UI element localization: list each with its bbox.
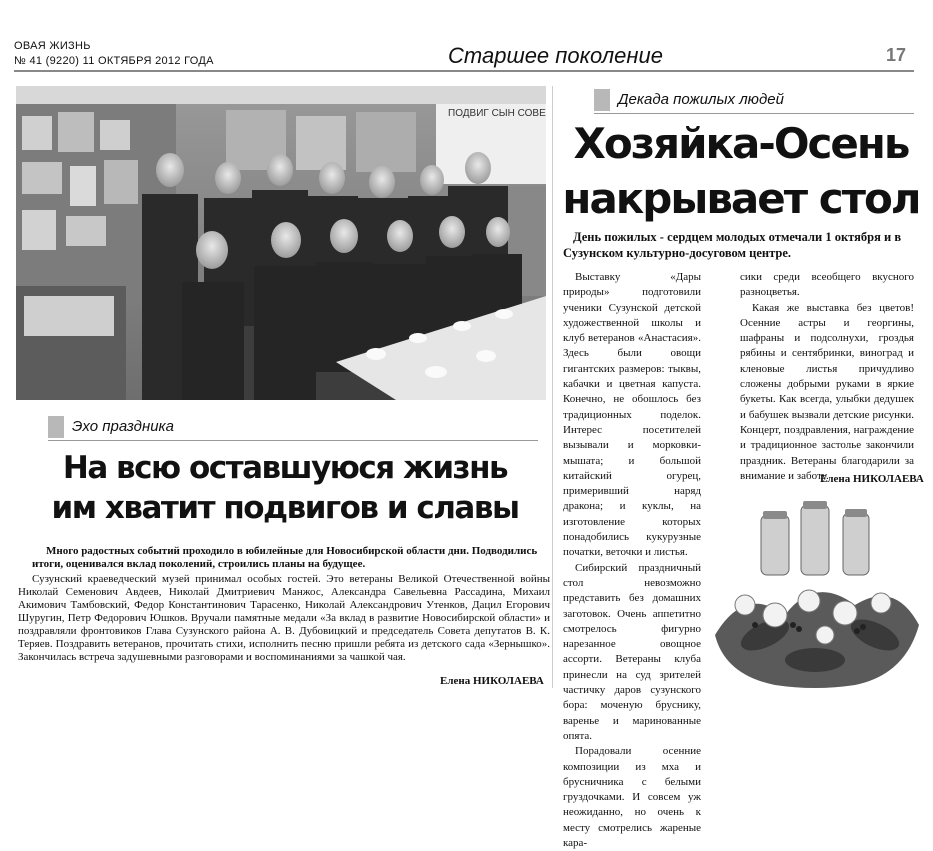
paragraph: Порадовали осенние композиции из мха и брусничника с белыми груздочками. И совсем уж неожиданно, но очень к месту смотрелись жареные кара- xyxy=(563,745,701,849)
rubric-rule xyxy=(48,440,538,441)
column-divider xyxy=(552,86,553,688)
article2-signature: Елена НИКОЛАЕВА xyxy=(820,473,924,485)
section-title: Старшее поколение xyxy=(448,43,663,68)
rubric-label: Декада пожилых людей xyxy=(618,91,784,108)
rubric-decade xyxy=(594,89,784,111)
headline-line: им хватит подвигов и славы xyxy=(51,490,519,526)
photo-banner-text: ПОДВИГ СЫН СОВЕ xyxy=(448,108,546,119)
article1-body xyxy=(18,573,550,664)
paragraph: Сузунский краеведческий музей принимал особых гостей. Это ветераны Великой Отечественной войны Николай Семенович Авдеев, Николай Дмитриевич Манжос, Александра Савельевна Рассадина, Михаил Акимович Тамбовский, Федор Константинович Тарасенко, Николай Александрович Утенков, Дацил Егорович Шуругин, Петр Федорович Юшков. Вручали памятные медали «За вклад в развитие Новосибирской области» и поздравляли фронтовиков Глава Сузунского района А. В. Дубовицкий и председатель Совета депутатов В. К. Теряев. Поздравить ветеранов, прочитать стихи, исполнить песню пришли ребята из детского сада «Зернышко». Закончилась встреча задушевными разговорами и воспоминаниями за чашкой чая. xyxy=(18,573,550,663)
rubric-marker xyxy=(48,416,64,438)
newspaper-name: ОВАЯ ЖИЗНЬ xyxy=(14,40,91,52)
article2-column-2 xyxy=(740,270,914,484)
veterans-group-photo xyxy=(16,86,546,400)
paragraph: Какая же выставка без цветов! Осенние астры и георгины, шафраны и подсолнухи, гроздья рябины и сентябринки, виноград и кленовые листья причудливо сложены добрыми руками в яркие букеты. Как всегда, улыбки дедушек и бабушек вызвали детские рисунки. Концерт, поздравления, награждение и традиционное застолье закончили праздник. Ветераны благодарили за внимание и заботу. xyxy=(740,301,914,482)
rubric-echo xyxy=(48,416,174,438)
article2-lead: День пожилых - сердцем молодых отмечали 1 октября и в Сузунском культурно-досуговом центре. xyxy=(563,230,902,260)
page-number: 17 xyxy=(886,45,907,65)
article2-headline xyxy=(556,116,926,226)
autumn-harvest-illustration xyxy=(705,485,925,695)
rubric-marker xyxy=(594,89,610,111)
issue-info: № 41 (9220) 11 ОКТЯБРЯ 2012 ГОДА xyxy=(14,55,214,67)
paragraph: Выставку «Дары природы» подготовили ученики Сузунской детской художественной школы и клуб ветеранов «Анастасия». Здесь были овощи гигантских размеров: тыквы, кабачки и цветная капуста. Конечно, не обошлось без традиционных поделок. Интерес посетителей вызывали и морковки-мышата; и большой китайский огурец, примеривший наряд дракона; и куклы, на изготовление которых понадобились кукурузные початки, веточки и листья. xyxy=(563,271,701,559)
page-header xyxy=(0,0,933,72)
headline-line: накрывает стол xyxy=(562,174,920,223)
article1-lead: Много радостных событий проходило в юбилейные для Новосибирской области дни. Подводились итоги, оценивался вклад поколений, строились планы на будущее. xyxy=(32,545,538,570)
article2-column-1 xyxy=(563,270,701,851)
paragraph: Сибирский праздничный стол невозможно представить без домашних заготовок. Очень аппетитно смотрелось фигурно нарезанное овощное ассорти. Ветераны клуба принесли на суд зрителей частичку даров сузунского бора: моченую бруснику, варенье и маринованные опята. xyxy=(563,561,701,742)
header-divider xyxy=(14,70,914,72)
rubric-label: Эхо праздника xyxy=(72,418,174,435)
headline-line: На всю оставшуюся жизнь xyxy=(62,450,508,486)
paragraph: сики среди всеобщего вкусного разноцветья. xyxy=(740,271,914,299)
article1-signature: Елена НИКОЛАЕВА xyxy=(440,675,544,687)
article1-headline xyxy=(20,448,550,528)
headline-line: Хозяйка-Осень xyxy=(573,119,909,168)
rubric-rule xyxy=(594,113,914,114)
